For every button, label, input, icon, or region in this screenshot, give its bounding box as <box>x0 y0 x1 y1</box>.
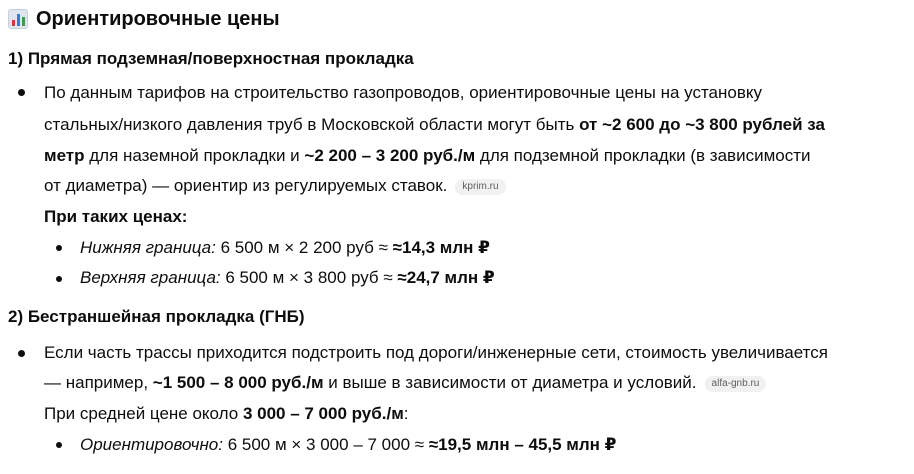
price-range-hdd: ~1 500 – 8 000 руб./м <box>152 373 324 392</box>
bullet-dot <box>56 276 62 282</box>
section-heading-direct: 1) Прямая подземная/поверхностная прокладка <box>8 49 414 68</box>
subheading-text: При таких ценах: <box>44 207 188 226</box>
item-label: Верхняя граница: <box>80 268 221 287</box>
price-range-surface: от ~2 600 до ~3 800 рублей за <box>579 115 825 134</box>
list-item <box>80 435 617 455</box>
list-item <box>80 238 490 258</box>
bullet-dot <box>56 245 62 251</box>
text: При средней цене около <box>44 404 243 423</box>
source-chip-alfa-gnb[interactable]: alfa-gnb.ru <box>705 376 767 392</box>
paragraph-line <box>44 373 766 393</box>
text: — например, <box>44 373 153 392</box>
item-label: Нижняя граница: <box>80 238 216 257</box>
paragraph-line <box>44 115 825 135</box>
text: для подземной прокладки (в зависимости <box>475 146 811 165</box>
text: Если часть трассы приходится подстроить под дороги/инженерные сети, стоимость увеличивается <box>44 343 828 362</box>
text: и выше в зависимости от диаметра и условий. <box>323 373 697 392</box>
page-title-text: Ориентировочные цены <box>36 7 280 30</box>
text: для наземной прокладки и <box>84 146 305 165</box>
paragraph-line <box>44 83 762 103</box>
page-title <box>8 4 280 34</box>
bar-chart-icon <box>8 9 28 29</box>
item-calc: 6 500 м × 3 000 – 7 000 ≈ <box>223 435 429 454</box>
text: По данным тарифов на строительство газопроводов, ориентировочные цены на установку <box>44 83 762 102</box>
source-chip-kprim[interactable]: kprim.ru <box>455 179 505 195</box>
subheading <box>44 207 187 227</box>
price-range-underground: ~2 200 – 3 200 руб./м <box>304 146 476 165</box>
item-label: Ориентировочно: <box>80 435 223 454</box>
average-price-range: 3 000 – 7 000 руб./м <box>242 404 404 423</box>
item-result: ≈19,5 млн – 45,5 млн ₽ <box>428 435 617 454</box>
item-result: ≈14,3 млн ₽ <box>392 238 490 257</box>
paragraph-line <box>44 146 811 166</box>
price-unit: метр <box>44 146 85 165</box>
bullet-dot <box>18 350 25 357</box>
paragraph-line <box>44 404 409 424</box>
bullet-dot <box>56 442 62 448</box>
paragraph-line <box>44 343 828 363</box>
text: стальных/низкого давления труб в Московской области могут быть <box>44 115 580 134</box>
text: от диаметра) — ориентир из регулируемых ставок. <box>44 176 448 195</box>
item-result: ≈24,7 млн ₽ <box>397 268 495 287</box>
item-calc: 6 500 м × 2 200 руб ≈ <box>215 238 393 257</box>
bullet-dot <box>18 89 25 96</box>
item-calc: 6 500 м × 3 800 руб ≈ <box>220 268 398 287</box>
text: : <box>403 404 409 423</box>
list-item <box>80 268 495 288</box>
paragraph-line <box>44 176 506 196</box>
section-heading-hdd: 2) Бестраншейная прокладка (ГНБ) <box>8 307 305 326</box>
